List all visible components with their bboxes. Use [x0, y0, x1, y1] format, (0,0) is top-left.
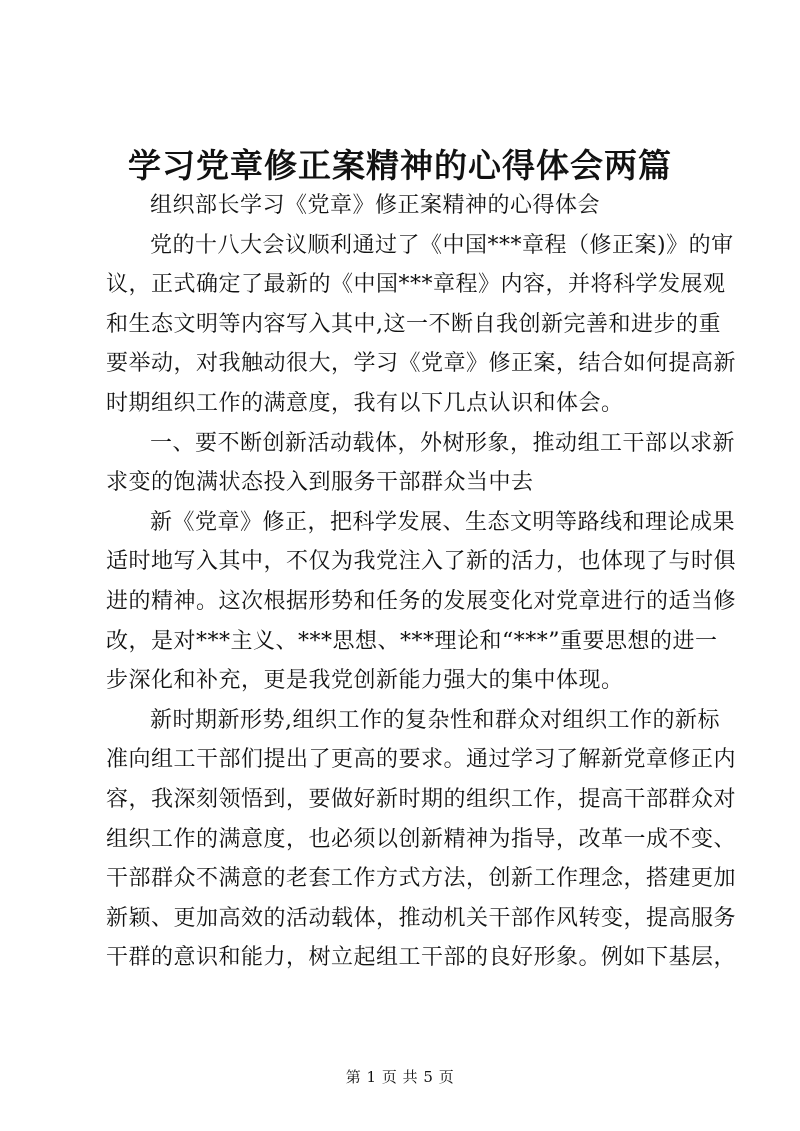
text-line: 组织部长学习《党章》修正案精神的心得体会: [150, 193, 601, 218]
text-line: 准向组工干部们提出了更高的要求。通过学习了解新党章修正内: [106, 747, 737, 773]
text-line: 求变的饱满状态投入到服务干部群众当中去: [106, 470, 534, 496]
text-line: 新颖、更加高效的活动载体，推动机关干部作风转变，提高服务: [106, 905, 737, 931]
paragraph-subtitle: [106, 186, 706, 226]
text-line: 步深化和补充，更是我党创新能力强大的集中体现。: [106, 668, 624, 694]
text-line: 要举动，对我触动很大，学习《党章》修正案，结合如何提高新: [106, 351, 737, 377]
text-line: 一、要不断创新活动载体，外树形象，推动组工干部以求新: [150, 430, 736, 456]
text-line: 时期组织工作的满意度，我有以下几点认识和体会。: [106, 390, 624, 416]
text-line: 干群的意识和能力，树立起组工干部的良好形象。例如下基层，: [106, 945, 737, 971]
text-line: 议，正式确定了最新的《中国***章程》内容，并将科学发展观: [106, 272, 726, 298]
document-body: [106, 186, 737, 978]
page-number-footer: 第 1 页 共 5 页: [345, 1068, 455, 1086]
text-line: 干部群众不满意的老套工作方式方法，创新工作理念，搭建更加: [106, 866, 737, 892]
text-line: 进的精神。这次根据形势和任务的发展变化对党章进行的适当修: [106, 588, 737, 614]
text-line: 和生态文明等内容写入其中,这一不断自我创新完善和进步的重: [106, 311, 721, 337]
text-line: 党的十八大会议顺利通过了《中国***章程（修正案)》的审: [150, 232, 734, 258]
text-line: 改，是对***主义、***思想、***理论和“***”重要思想的进一: [106, 628, 718, 654]
document-title: 学习党章修正案精神的心得体会两篇: [128, 146, 672, 185]
text-line: 组织工作的满意度，也必须以创新精神为指导，改革一成不变、: [106, 826, 737, 852]
paragraph-body: [106, 701, 737, 978]
text-line: 容，我深刻领悟到，要做好新时期的组织工作，提高干部群众对: [106, 786, 737, 812]
paragraph-heading-one: [106, 424, 736, 503]
paragraph-intro: [106, 226, 737, 424]
paragraph-body: [106, 503, 737, 701]
text-line: 新时期新形势,组织工作的复杂性和群众对组织工作的新标: [150, 707, 720, 733]
text-line: 新《党章》修正，把科学发展、生态文明等路线和理论成果: [150, 509, 736, 535]
text-line: 适时地写入其中，不仅为我党注入了新的活力，也体现了与时俱: [106, 549, 737, 575]
